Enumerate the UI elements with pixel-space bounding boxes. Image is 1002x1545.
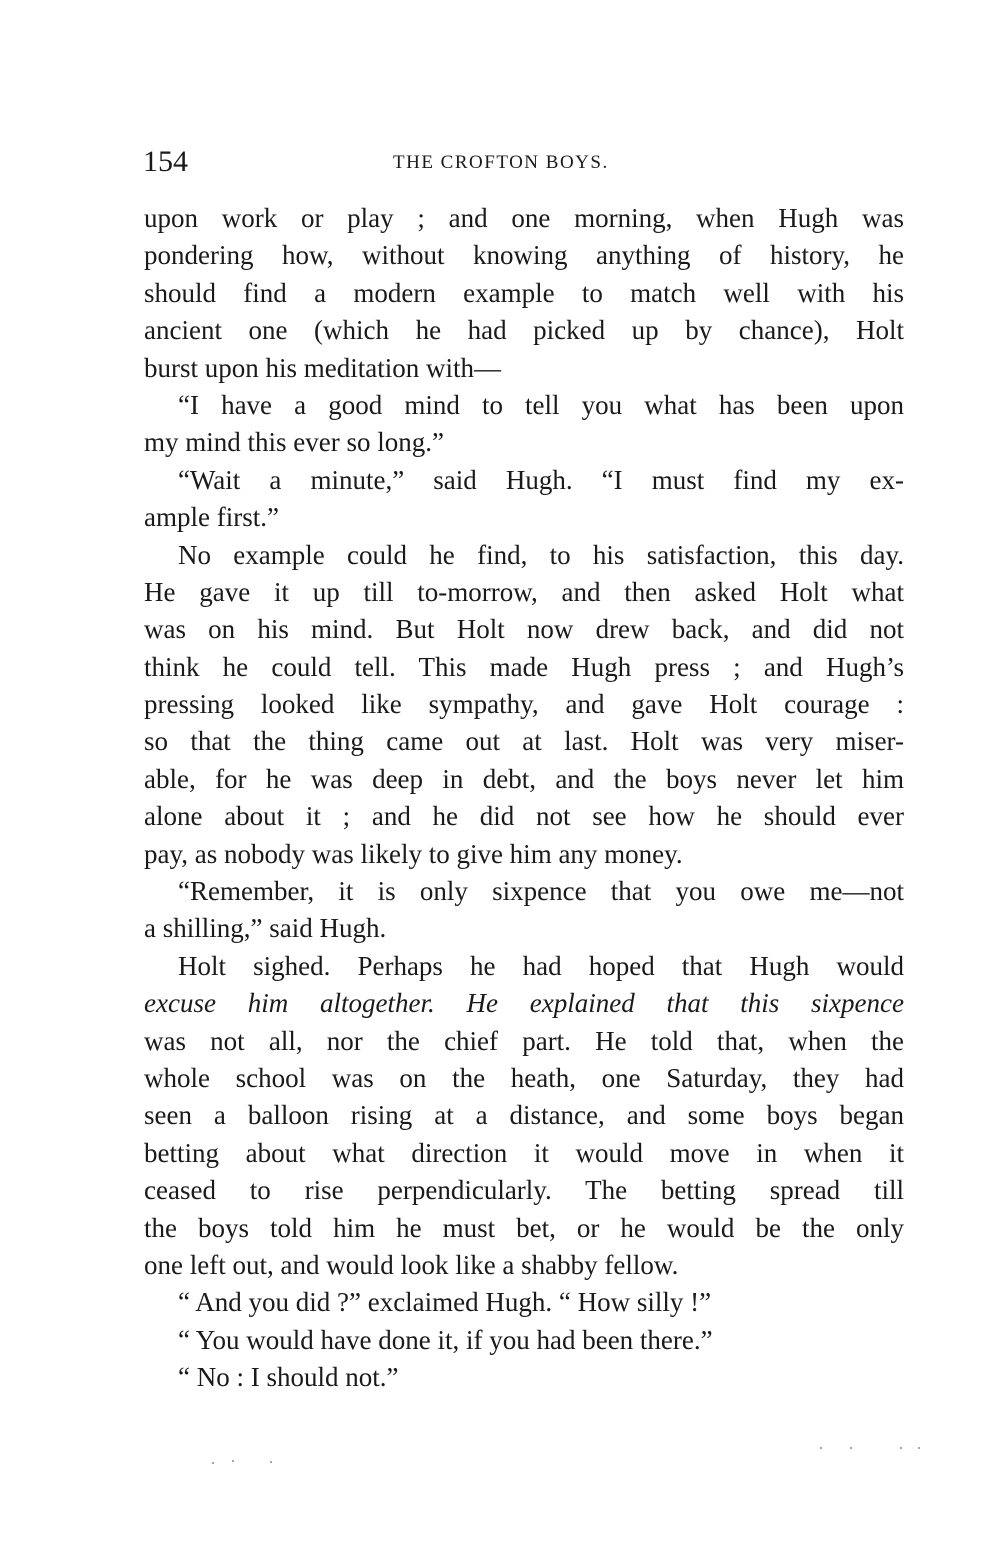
text-line: upon work or play ; and one morning, when Hugh was: [144, 203, 904, 233]
text-line: pressing looked like sympathy, and gave Holt courage :: [144, 689, 904, 720]
text-line: excuse him altogether. He explained that this sixpence: [144, 988, 904, 1019]
text-line: think he could tell. This made Hugh press ; and Hugh’s: [144, 651, 904, 682]
print-speck: [270, 1461, 272, 1463]
print-speck: [900, 1447, 902, 1449]
text-line: should find a modern example to match well with his: [144, 277, 904, 308]
text-line: No example could he find, to his satisfaction, this day.: [178, 539, 904, 570]
text-line: “Remember, it is only sixpence that you owe me—not: [178, 876, 904, 907]
text-line: the boys told him he must bet, or he would be the only: [144, 1212, 904, 1243]
text-line: He gave it up till to-morrow, and then asked Holt what: [144, 576, 904, 607]
print-speck: [850, 1447, 852, 1449]
text-line: “Wait a minute,” said Hugh. “I must find my ex-: [178, 464, 904, 495]
text-line: burst upon his meditation with—: [144, 352, 501, 383]
text-line: “ No : I should not.”: [178, 1362, 399, 1393]
text-line: seen a balloon rising at a distance, and some boys began: [144, 1100, 904, 1131]
text-line: alone about it ; and he did not see how he should ever: [144, 801, 904, 832]
text-line: pondering how, without knowing anything of history, he: [144, 240, 904, 271]
text-line: my mind this ever so long.”: [144, 427, 444, 458]
text-line: ceased to rise perpendicularly. The betting spread till: [144, 1175, 904, 1206]
text-line: one left out, and would look like a shabby fellow.: [144, 1249, 679, 1280]
text-line: pay, as nobody was likely to give him any money.: [144, 838, 683, 869]
text-line: ancient one (which he had picked up by chance), Holt: [144, 315, 904, 346]
text-line: was not all, nor the chief part. He told that, when the: [144, 1025, 904, 1056]
text-line: “ And you did ?” exclaimed Hugh. “ How silly !”: [178, 1287, 712, 1318]
text-line: able, for he was deep in debt, and the boys never let him: [144, 763, 904, 794]
running-title: THE CROFTON BOYS.: [393, 152, 609, 173]
text-line: “ You would have done it, if you had been there.”: [178, 1324, 713, 1355]
print-speck: [820, 1447, 822, 1449]
print-speck: [212, 1462, 214, 1464]
text-line: betting about what direction it would move in when it: [144, 1137, 904, 1168]
text-line: “I have a good mind to tell you what has been upon: [178, 389, 904, 420]
text-line: was on his mind. But Holt now drew back, and did not: [144, 614, 904, 645]
text-line: a shilling,” said Hugh.: [144, 913, 387, 944]
text-line: Holt sighed. Perhaps he had hoped that Hugh would: [178, 950, 904, 981]
page-header: [143, 142, 903, 182]
text-line: ample first.”: [144, 502, 279, 533]
print-speck: [918, 1447, 920, 1449]
print-speck: [232, 1460, 234, 1462]
text-line: whole school was on the heath, one Saturday, they had: [144, 1062, 904, 1093]
text-body: [144, 200, 904, 1397]
page-number: 154: [143, 145, 188, 178]
text-line: so that the thing came out at last. Holt was very miser-: [144, 726, 904, 757]
